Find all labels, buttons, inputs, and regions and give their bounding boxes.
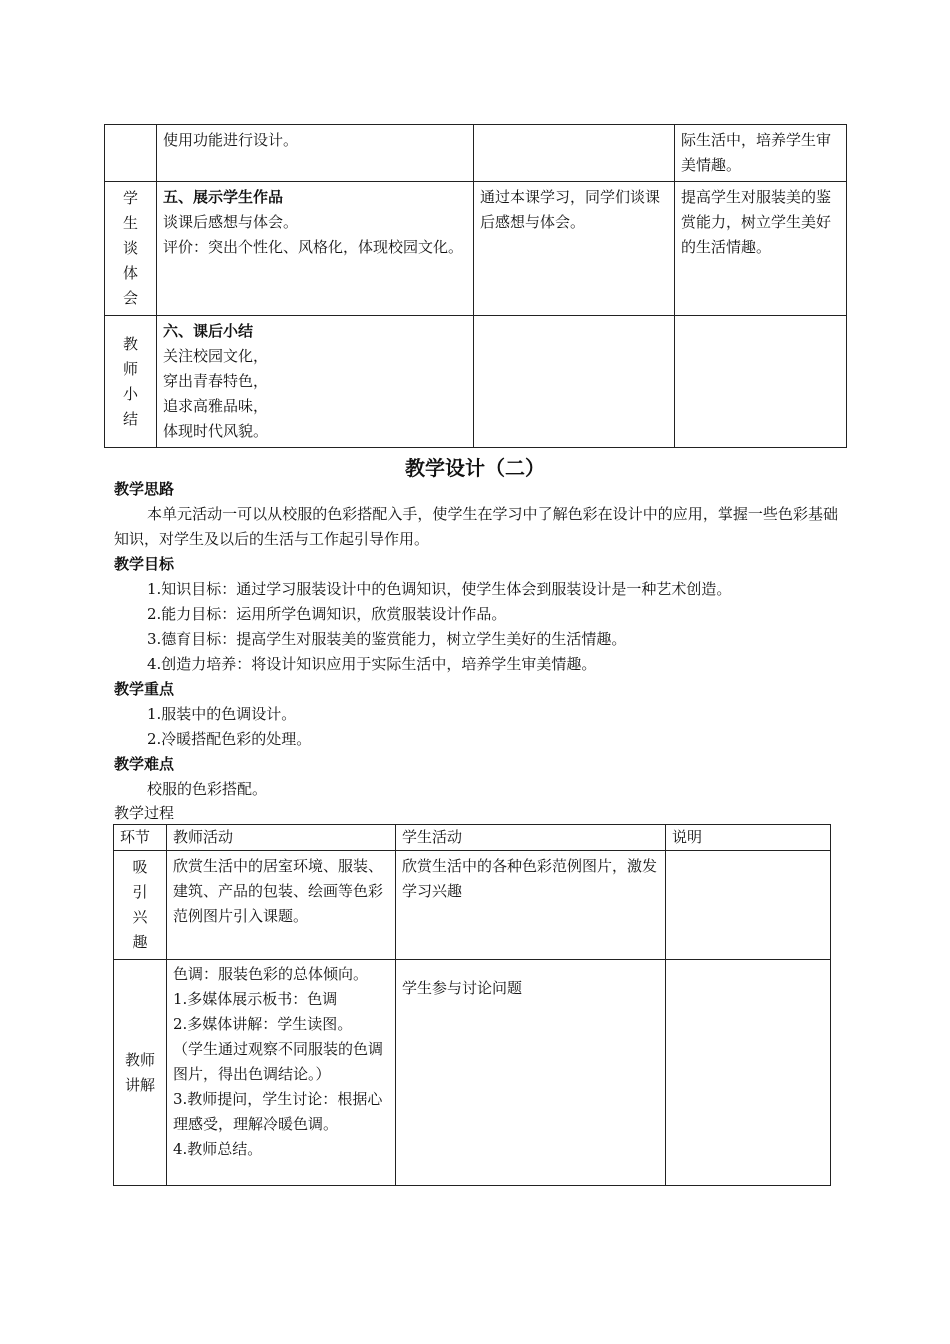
teacher-activity-cell: 欣赏生活中的居室环境、服装、建筑、产品的包装、绘画等色彩范例图片引入课题。 [167, 851, 396, 960]
stage-cell: 学 生 谈 体 会 [105, 182, 157, 316]
section-heading-difficulties: 教学难点 [114, 755, 175, 773]
table-row [105, 125, 847, 182]
activity-table-continued [104, 124, 847, 448]
table-row [105, 182, 847, 316]
header-note: 说明 [666, 825, 831, 851]
note-cell [666, 851, 831, 960]
section-heading-key-points: 教学重点 [114, 680, 175, 698]
activity-title: 六、课后小结 [163, 322, 254, 340]
stage-cell [105, 125, 157, 182]
table-row [114, 851, 831, 960]
stage-cell: 教 师 小 结 [105, 316, 157, 448]
document-title: 教学设计（二） [405, 456, 545, 480]
student-activity-cell: 学生参与讨论问题 [396, 960, 666, 1186]
section-heading-approach: 教学思路 [114, 480, 175, 498]
student-activity-cell [474, 316, 675, 448]
table-row [105, 316, 847, 448]
student-activity-cell: 通过本课学习，同学们谈课后感想与体会。 [474, 182, 675, 316]
teacher-activity-cell: 六、课后小结 关注校园文化， 穿出青春特色， 追求高雅品味， 体现时代风貌。 [157, 316, 474, 448]
goal-item: 3.德育目标：提高学生对服装美的鉴赏能力，树立学生美好的生活情趣。 [147, 630, 627, 648]
student-activity-cell [474, 125, 675, 182]
student-activity-cell: 欣赏生活中的各种色彩范例图片，激发学习兴趣 [396, 851, 666, 960]
goal-item: 2.能力目标：运用所学色调知识，欣赏服装设计作品。 [147, 605, 507, 623]
stage-cell: 吸 引 兴 趣 [114, 851, 167, 960]
note-cell: 际生活中，培养学生审美情趣。 [675, 125, 847, 182]
goal-item: 1.知识目标：通过学习服装设计中的色调知识，使学生体会到服装设计是一种艺术创造。 [147, 580, 732, 598]
process-table [113, 824, 831, 1186]
stage-cell: 教师 讲解 [114, 960, 167, 1186]
teacher-activity-cell: 五、展示学生作品 谈课后感想与体会。 评价：突出个性化、风格化，体现校园文化。 [157, 182, 474, 316]
table-row [114, 960, 831, 1186]
key-point-item: 1.服装中的色调设计。 [147, 705, 297, 723]
note-cell [675, 316, 847, 448]
teacher-activity-cell: 使用功能进行设计。 [157, 125, 474, 182]
section-heading-process: 教学过程 [114, 804, 175, 822]
key-point-item: 2.冷暖搭配色彩的处理。 [147, 730, 312, 748]
header-student-activity: 学生活动 [396, 825, 666, 851]
approach-paragraph: 本单元活动一可以从校服的色彩搭配入手，使学生在学习中了解色彩在设计中的应用，掌握一些色彩基础知识，对学生及以后的生活与工作起引导作用。 [114, 505, 838, 548]
note-cell: 提高学生对服装美的鉴赏能力，树立学生美好的生活情趣。 [675, 182, 847, 316]
difficulty-text: 校服的色彩搭配。 [147, 780, 268, 798]
header-teacher-activity: 教师活动 [167, 825, 396, 851]
goal-item: 4.创造力培养：将设计知识应用于实际生活中，培养学生审美情趣。 [147, 655, 597, 673]
note-cell [666, 960, 831, 1186]
table-header-row [114, 825, 831, 851]
section-heading-goals: 教学目标 [114, 555, 175, 573]
header-stage: 环节 [114, 825, 167, 851]
teacher-activity-cell: 色调：服装色彩的总体倾向。 1.多媒体展示板书：色调 2.多媒体讲解：学生读图。 （学生通过观察不同服装的色调图片，得出色调结论。） 3.教师提问，学生讨论：根据心理感受，理解冷暖色调。 4.教师总结。 [167, 960, 396, 1186]
activity-title: 五、展示学生作品 [163, 188, 284, 206]
